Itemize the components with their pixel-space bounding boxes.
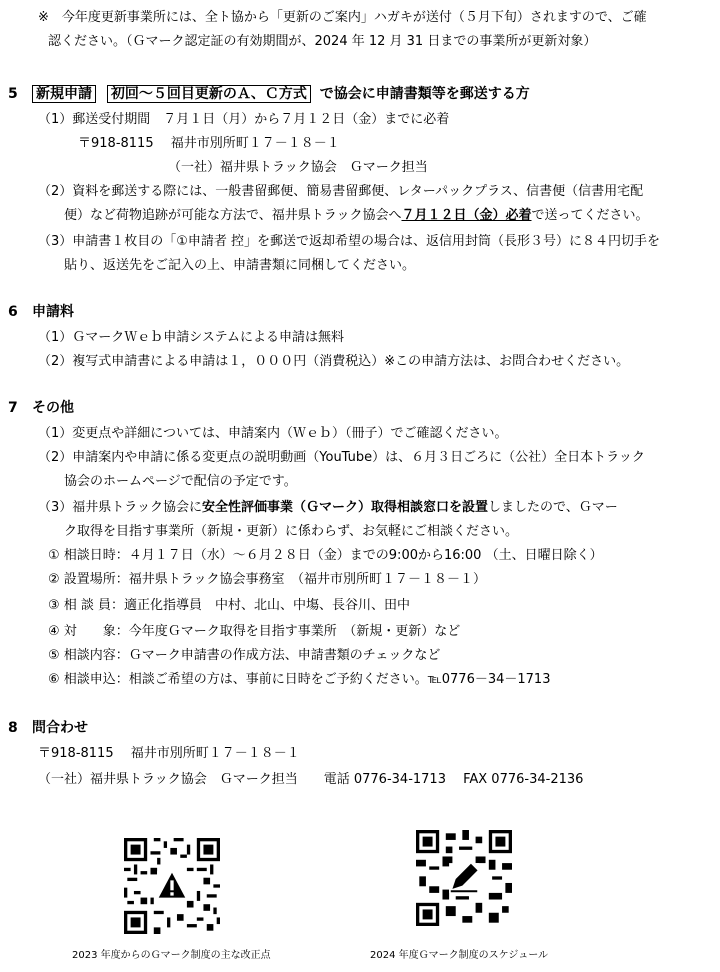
section7-consultation-desk: 安全性評価事業（Ｇマーク）取得相談窓口を設置 (202, 500, 489, 515)
section7-item3a-post: しましたので、Ｇマー (488, 500, 618, 515)
section7-item2a: （2）申請案内や申請に係る変更点の説明動画（YouTube）は、６月３日ごろに（公社）全日本トラック (38, 450, 645, 465)
section5-item3a: （3）申請書１枚目の「①申請者 控」を郵送で返却希望の場合は、返信用封筒（長形３号）に８４円切手を (38, 234, 661, 249)
section6-title: 申請料 (32, 304, 74, 320)
section6-item2: （2）複写式申請書による申請は１，０００円（消費税込）※この申請方法は、お問合わせください。 (38, 354, 630, 369)
section8-contact: （一社）福井県トラック協会 Ｇマーク担当 電話 0776-34-1713 FAX 0776-34-2136 (38, 772, 584, 787)
consult-staff: ③ 相 談 員：適正化指導員 中村、北山、中塲、長谷川、田中 (48, 598, 411, 613)
section5-address1: 〒918-8115 福井市別所町１７－１８－１ (78, 136, 340, 151)
section7-item3a-pre: （3）福井県トラック協会に (38, 500, 203, 515)
section5-address2: （一社）福井県トラック協会 Ｇマーク担当 (168, 160, 428, 175)
section7-title: その他 (32, 400, 74, 416)
section5-item2b-pre: 便）など荷物追跡が可能な方法で、福井県トラック協会へ (64, 208, 402, 223)
section7-item3a (38, 498, 618, 518)
section7-item1: （1）変更点や詳細については、申請案内（Ｗｅｂ）（冊子）でご確認ください。 (38, 426, 508, 441)
section8-address1: 〒918-8115 福井市別所町１７－１８－１ (38, 746, 300, 761)
qr-caption-revisions: 2023 年度からのＧマーク制度の主な改正点 (72, 950, 271, 961)
consult-content: ⑤ 相談内容：Ｇマーク申請書の作成方法、申請書類のチェックなど (48, 648, 441, 663)
consult-application: ⑥ 相談申込：相談ご希望の方は、事前に日時をご予約ください。℡0776－34－1713 (48, 672, 551, 687)
section7-item3b: ク取得を目指す事業所（新規・更新）に係わらず、お気軽にご相談ください。 (64, 524, 518, 539)
section5-item1: （1）郵送受付期間 ７月１日（月）から７月１２日（金）までに必着 (38, 112, 450, 127)
section5-item2b-post: で送ってください。 (531, 208, 649, 223)
section5-heading (32, 84, 530, 104)
qr-code-schedule[interactable] (416, 830, 512, 926)
section6-number: 6 (8, 304, 18, 320)
qr-caption-schedule: 2024 年度Ｇマーク制度のスケジュール (370, 950, 549, 961)
section5-item3b: 貼り、返送先をご記入の上、申請書類に同梱してください。 (64, 258, 416, 273)
qr-code-revisions[interactable] (124, 838, 220, 934)
notice-line2: 認ください。（Ｇマーク認定証の有効期間が、2024 年 12 月 31 日までの事業所が更新対象） (48, 34, 597, 49)
section6-item1: （1）ＧマークＷｅｂ申請システムによる申請は無料 (38, 330, 344, 345)
consult-location: ② 設置場所：福井県トラック協会事務室 （福井市別所町１７－１８－１） (48, 572, 487, 587)
section5-box-new: 新規申請 (32, 85, 96, 103)
consult-datetime: ① 相談日時：４月１７日（水）～６月２８日（金）までの9:00から16:00 （土、日曜日除く） (48, 548, 603, 563)
section7-number: 7 (8, 400, 18, 416)
section8-number: 8 (8, 720, 18, 736)
section8-title: 問合わせ (32, 720, 88, 736)
section5-item2b (64, 206, 649, 226)
notice-line1: ※ 今年度更新事業所には、全ト協から「更新のご案内」ハガキが送付（５月下旬）されますので、ご確 (38, 10, 647, 25)
section5-box-renew: 初回～５回目更新のＡ、Ｃ方式 (107, 85, 311, 103)
section5-deadline: ７月１２日（金）必着 (401, 208, 532, 223)
consult-target: ④ 対 象：今年度Ｇマーク取得を目指す事業所 （新規・更新）など (48, 624, 461, 639)
section5-number: 5 (8, 86, 18, 102)
section7-item2b: 協会のホームページで配信の予定です。 (64, 474, 297, 489)
section5-heading-rest: で協会に申請書類等を郵送する方 (319, 86, 530, 102)
section5-item2a: （2）資料を郵送する際には、一般書留郵便、簡易書留郵便、レターパックプラス、信書便（信書用宅配 (38, 184, 644, 199)
